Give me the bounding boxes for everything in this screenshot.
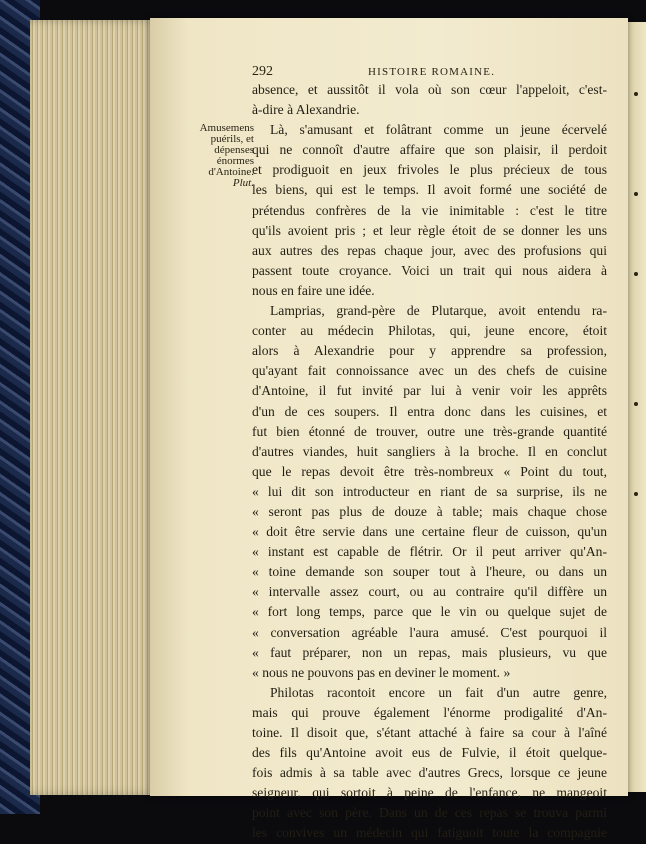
marginal-note-line: Amusemens — [199, 122, 254, 134]
facing-page-mark — [634, 92, 638, 96]
text-line: alors à Alexandrie pour y apprendre sa profession, — [252, 343, 607, 359]
text-line: qui ne connoît d'autre affaire que son plaisir, il perdoit — [252, 142, 607, 158]
text-line: Là, s'amusant et folâtrant comme un jeune écervelé — [270, 122, 607, 138]
text-line: qu'ayant fait connoissance avec un des chefs de cuisine — [252, 363, 607, 379]
text-line: prétendus confrères de la vie inimitable : c'est le titre — [252, 202, 607, 218]
text-line: nous en faire une idée. — [252, 282, 375, 298]
text-line: passent toute croyance. Voici un trait qui nous aidera à — [252, 262, 607, 278]
facing-page-mark — [634, 402, 638, 406]
body-text — [252, 80, 607, 844]
text-line: « nous ne pouvons pas en deviner le moment. » — [252, 664, 511, 680]
text-line: absence, et aussitôt il vola où son cœur l'appeloit, c'est- — [252, 82, 607, 97]
text-line: que le repas devoit être très-nombreux « Point du tout, — [252, 463, 607, 479]
text-line: « doit être servie dans une certaine fleur de cuisson, qu'un — [252, 524, 607, 540]
marginal-note-line: énormes — [216, 155, 254, 167]
text-line: « toine demande son souper tout à l'heure, ou dans un — [252, 564, 607, 580]
text-line: les convives un médecin qui fatiguoit toute la compagnie — [252, 825, 607, 841]
text-line: d'Antoine, il fut invité par lui à venir voir les apprêts — [252, 383, 607, 399]
text-line: aux autres des repas chaque jour, avec des profusions qui — [252, 242, 607, 258]
text-line: Philotas racontoit encore un fait d'un autre genre, — [270, 684, 607, 700]
marginal-note-line: d'Antoine. — [208, 166, 254, 178]
text-line: « instant est capable de flétrir. Or il peut arriver qu'An- — [252, 544, 607, 560]
text-line: « lui dit son introducteur en riant de sa surprise, ils ne — [252, 483, 607, 499]
text-line: fut bien étonné de trouver, outre une très-grande quantité — [252, 423, 607, 439]
text-line: Lamprias, grand-père de Plutarque, avoit entendu ra- — [270, 303, 607, 319]
text-line: les biens, qui est le temps. Il avoit formé une société de — [252, 182, 607, 198]
text-line: « conversation agréable l'aura amusé. C'est pourquoi il — [252, 624, 607, 640]
text-line: d'un de ces soupers. Il entra donc dans les cuisines, et — [252, 403, 607, 419]
marginal-note-line: dépenses — [214, 144, 254, 156]
text-line: toine. Il disoit que, s'étant attaché à faire sa cour à l'aîné — [252, 725, 607, 740]
text-line: à-dire à Alexandrie. — [252, 102, 360, 118]
text-line: et prodiguoit en jeux frivoles le plus précieux de tous — [252, 162, 607, 178]
text-line: « intervalle assez court, ou au contraire qu'il diffère un — [252, 584, 607, 600]
running-title: HISTOIRE ROMAINE. — [368, 66, 496, 78]
text-line: « fort long temps, parce que le vin ou quelque sujet de — [252, 604, 607, 620]
text-line: qu'ils avoient pris ; et leur règle étoit de se donner les uns — [252, 222, 607, 238]
text-line: mais qui prouve également l'énorme prodigalité d'An- — [252, 704, 607, 720]
marginal-note-source: Plut. — [232, 177, 254, 189]
facing-page-mark — [634, 272, 638, 276]
facing-page-mark — [634, 192, 638, 196]
text-line: fois admis à sa table avec d'autres Grecs, lorsque ce jeune — [252, 765, 607, 781]
text-line: seigneur, qui sortoit à peine de l'enfance, ne mangeoit — [252, 785, 607, 801]
marginal-note — [180, 123, 254, 189]
text-line: des fils qu'Antoine avoit eus de Fulvie, il étoit quelque- — [252, 745, 607, 761]
marginal-note-line: puérils, et — [210, 133, 254, 145]
facing-page-mark — [634, 492, 638, 496]
text-line: d'autres viandes, huit sangliers à la broche. Il en conclut — [252, 443, 607, 459]
page-block-edge — [30, 20, 158, 795]
text-line: « seront pas plus de douze à table; mais chaque chose — [252, 503, 607, 519]
page-number: 292 — [252, 64, 273, 79]
text-line: point avec son père. Dans un de ces repas se trouva parmi — [252, 805, 607, 821]
text-line: conter au médecin Philotas, qui, jeune encore, étoit — [252, 323, 607, 339]
text-line: « faut préparer, non un repas, mais plusieurs, vu que — [252, 644, 607, 660]
